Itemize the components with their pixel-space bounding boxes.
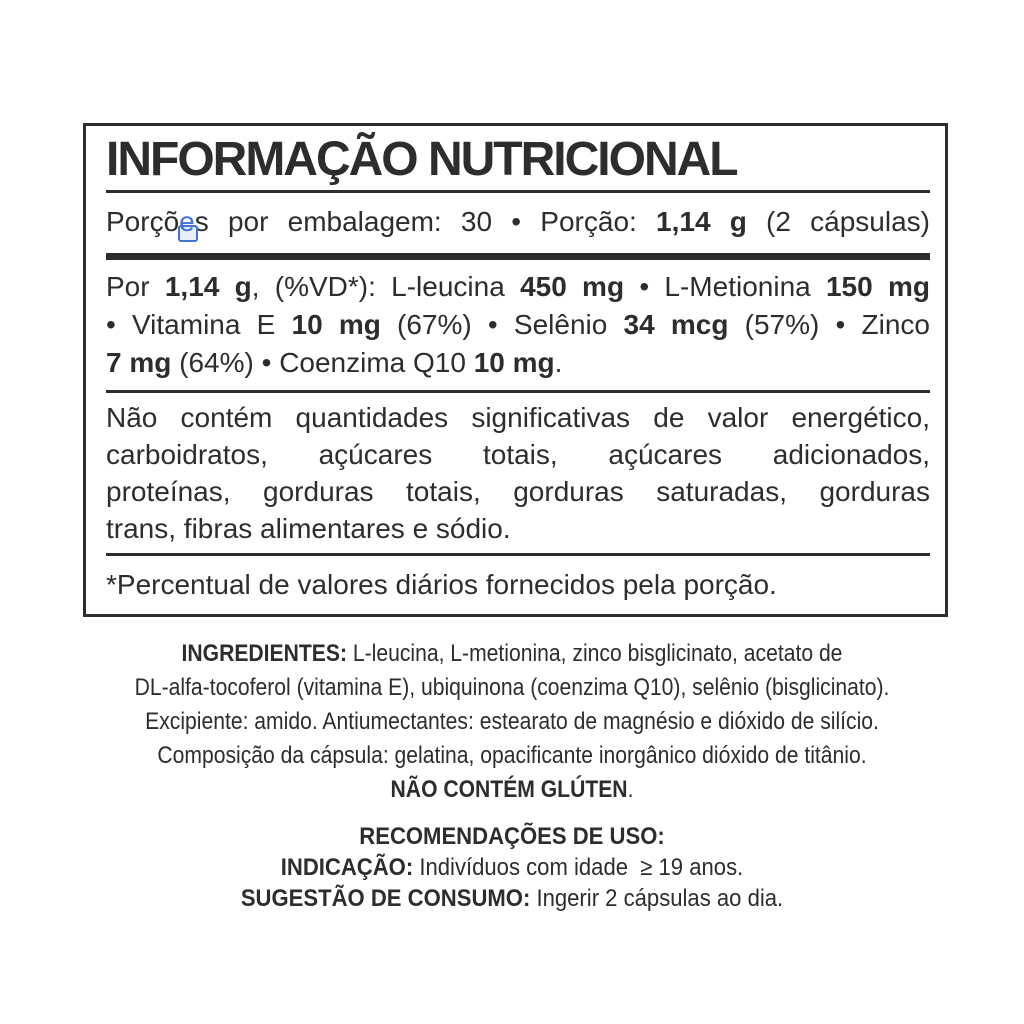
text-segment: (67%) • Selênio xyxy=(380,309,624,340)
text-segment: 34 mcg xyxy=(623,309,729,340)
text-line xyxy=(106,473,930,510)
text-segment: (64%) • Coenzima Q10 xyxy=(171,347,474,378)
text-line xyxy=(106,399,930,436)
text-segment: 10 mg xyxy=(473,347,555,378)
text-segment: INDICAÇÃO: xyxy=(280,854,414,881)
daily-value-footnote: *Percentual de valores diários fornecidos pela porção. xyxy=(106,569,777,600)
text-segment: • L-Metionina xyxy=(624,271,826,302)
text-segment: . xyxy=(554,347,563,378)
text-segment: 450 mg xyxy=(520,271,625,302)
nutrition-facts-title: INFORMAÇÃO NUTRICIONAL xyxy=(106,133,737,186)
text-segment: SUGESTÃO DE CONSUMO: xyxy=(240,885,531,912)
text-segment: Não contém quantidades significativas de valor energético, xyxy=(106,402,930,433)
text-line xyxy=(61,637,962,671)
text-line xyxy=(106,344,930,382)
text-segment: Porçõ xyxy=(106,206,180,237)
text-segment: trans, fibras alimentares e sódio. xyxy=(106,513,511,544)
text-segment: 1,14 g xyxy=(656,206,747,237)
text-segment: carboidratos, açúcares totais, açúcares adicionados, xyxy=(106,439,930,470)
text-segment: 7 mg xyxy=(106,347,172,378)
text-segment: RECOMENDAÇÕES DE USO: xyxy=(359,823,665,850)
text-line xyxy=(106,205,930,239)
usage-recommendations-paragraph xyxy=(41,821,983,914)
highlighted-character: e xyxy=(179,206,195,237)
text-segment: Por xyxy=(106,271,165,302)
text-segment: Excipiente: amido. Antiumectantes: estearato de magnésio e dióxido de silício. xyxy=(145,708,879,735)
text-line xyxy=(61,773,962,807)
servings-per-package-line xyxy=(106,193,930,253)
divider-thick xyxy=(106,253,930,260)
text-segment: . xyxy=(627,776,634,803)
text-segment: Composição da cápsula: gelatina, opacificante inorgânico dióxido de titânio. xyxy=(157,742,867,769)
text-segment: NÃO CONTÉM GLÚTEN xyxy=(390,776,628,803)
text-segment: Indivíduos com idade ≥ 19 anos. xyxy=(413,854,744,881)
text-segment: 10 mg xyxy=(291,309,381,340)
text-segment: DL-alfa-tocoferol (vitamina E), ubiquinona (coenzima Q10), selênio (bisglicinato). xyxy=(134,674,890,701)
text-segment: (57%) • Zinco xyxy=(728,309,930,340)
text-line xyxy=(61,705,962,739)
text-segment: • Vitamina E xyxy=(106,309,292,340)
text-segment: 150 mg xyxy=(825,271,930,302)
text-line xyxy=(41,821,983,852)
text-segment: s por embalagem: 30 • Porção: xyxy=(194,206,657,237)
text-segment: L-leucina, L-metionina, zinco bisglicinato, acetato de xyxy=(347,640,843,667)
text-segment: , (%VD*): L-leucina xyxy=(251,271,521,302)
text-segment: INGREDIENTES: xyxy=(181,640,347,667)
ingredients-paragraph xyxy=(61,637,962,807)
no-significant-amounts-paragraph xyxy=(106,393,930,553)
text-line xyxy=(41,883,983,914)
text-segment: Ingerir 2 cápsulas ao dia. xyxy=(530,885,784,912)
text-segment: proteínas, gorduras totais, gorduras saturadas, gorduras xyxy=(106,476,930,507)
text-segment: 1,14 g xyxy=(164,271,252,302)
text-line xyxy=(106,510,930,547)
text-line xyxy=(106,306,930,344)
text-line xyxy=(106,436,930,473)
nutrition-facts-box xyxy=(83,123,948,617)
text-line xyxy=(41,852,983,883)
text-line xyxy=(106,268,930,306)
per-serving-nutrients-paragraph xyxy=(106,260,930,390)
text-line xyxy=(61,739,962,773)
text-line xyxy=(61,671,962,705)
text-segment: (2 cápsulas) xyxy=(746,206,931,237)
